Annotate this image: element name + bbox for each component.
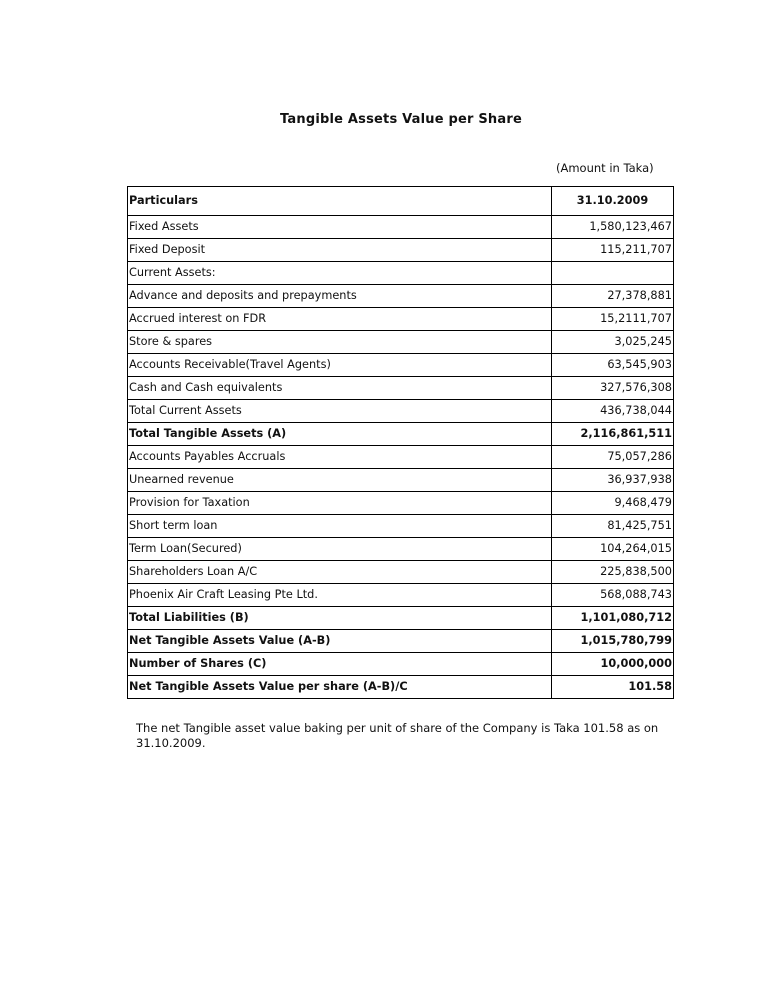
row-label: Shareholders Loan A/C <box>128 561 552 584</box>
table-row <box>128 515 674 538</box>
header-particulars: Particulars <box>128 187 552 216</box>
table-row <box>128 400 674 423</box>
row-amount: 63,545,903 <box>552 354 674 377</box>
table-row <box>128 492 674 515</box>
row-amount: 568,088,743 <box>552 584 674 607</box>
row-amount <box>552 262 674 285</box>
row-label: Cash and Cash equivalents <box>128 377 552 400</box>
row-label: Current Assets: <box>128 262 552 285</box>
table-row <box>128 538 674 561</box>
row-label: Provision for Taxation <box>128 492 552 515</box>
row-amount: 115,211,707 <box>552 239 674 262</box>
table-row <box>128 262 674 285</box>
row-amount: 27,378,881 <box>552 285 674 308</box>
row-label: Total Tangible Assets (A) <box>128 423 552 446</box>
row-amount: 36,937,938 <box>552 469 674 492</box>
row-amount: 327,576,308 <box>552 377 674 400</box>
table-header-row <box>128 187 674 216</box>
amount-unit-note: (Amount in Taka) <box>556 161 654 175</box>
row-label: Unearned revenue <box>128 469 552 492</box>
row-label: Net Tangible Assets Value per share (A-B)/C <box>128 676 552 699</box>
table-row <box>128 331 674 354</box>
row-amount: 9,468,479 <box>552 492 674 515</box>
table-row <box>128 308 674 331</box>
table-row <box>128 676 674 699</box>
table-row <box>128 584 674 607</box>
row-amount: 225,838,500 <box>552 561 674 584</box>
header-date: 31.10.2009 <box>552 187 674 216</box>
table-row <box>128 285 674 308</box>
row-amount: 10,000,000 <box>552 653 674 676</box>
table-row <box>128 239 674 262</box>
row-label: Accounts Payables Accruals <box>128 446 552 469</box>
summary-note: The net Tangible asset value baking per unit of share of the Company is Taka 101.58 as on 31.10.2009. <box>136 721 659 750</box>
row-label: Net Tangible Assets Value (A-B) <box>128 630 552 653</box>
table-row <box>128 469 674 492</box>
row-label: Accrued interest on FDR <box>128 308 552 331</box>
table-row <box>128 423 674 446</box>
row-label: Total Liabilities (B) <box>128 607 552 630</box>
row-amount: 75,057,286 <box>552 446 674 469</box>
table-row <box>128 653 674 676</box>
row-label: Store & spares <box>128 331 552 354</box>
page-title: Tangible Assets Value per Share <box>280 112 522 127</box>
row-amount: 1,580,123,467 <box>552 216 674 239</box>
row-label: Total Current Assets <box>128 400 552 423</box>
table-row <box>128 377 674 400</box>
table-row <box>128 216 674 239</box>
row-amount: 81,425,751 <box>552 515 674 538</box>
row-label: Term Loan(Secured) <box>128 538 552 561</box>
row-amount: 3,025,245 <box>552 331 674 354</box>
row-label: Short term loan <box>128 515 552 538</box>
table-row <box>128 354 674 377</box>
row-amount: 104,264,015 <box>552 538 674 561</box>
row-label: Fixed Deposit <box>128 239 552 262</box>
row-amount: 1,015,780,799 <box>552 630 674 653</box>
table-row <box>128 630 674 653</box>
table-row <box>128 446 674 469</box>
row-amount: 1,101,080,712 <box>552 607 674 630</box>
row-amount: 15,2111,707 <box>552 308 674 331</box>
row-label: Phoenix Air Craft Leasing Pte Ltd. <box>128 584 552 607</box>
tangible-assets-table <box>127 186 674 699</box>
table-row <box>128 607 674 630</box>
row-label: Advance and deposits and prepayments <box>128 285 552 308</box>
row-amount: 101.58 <box>552 676 674 699</box>
row-amount: 436,738,044 <box>552 400 674 423</box>
row-amount: 2,116,861,511 <box>552 423 674 446</box>
row-label: Accounts Receivable(Travel Agents) <box>128 354 552 377</box>
row-label: Number of Shares (C) <box>128 653 552 676</box>
row-label: Fixed Assets <box>128 216 552 239</box>
table-row <box>128 561 674 584</box>
